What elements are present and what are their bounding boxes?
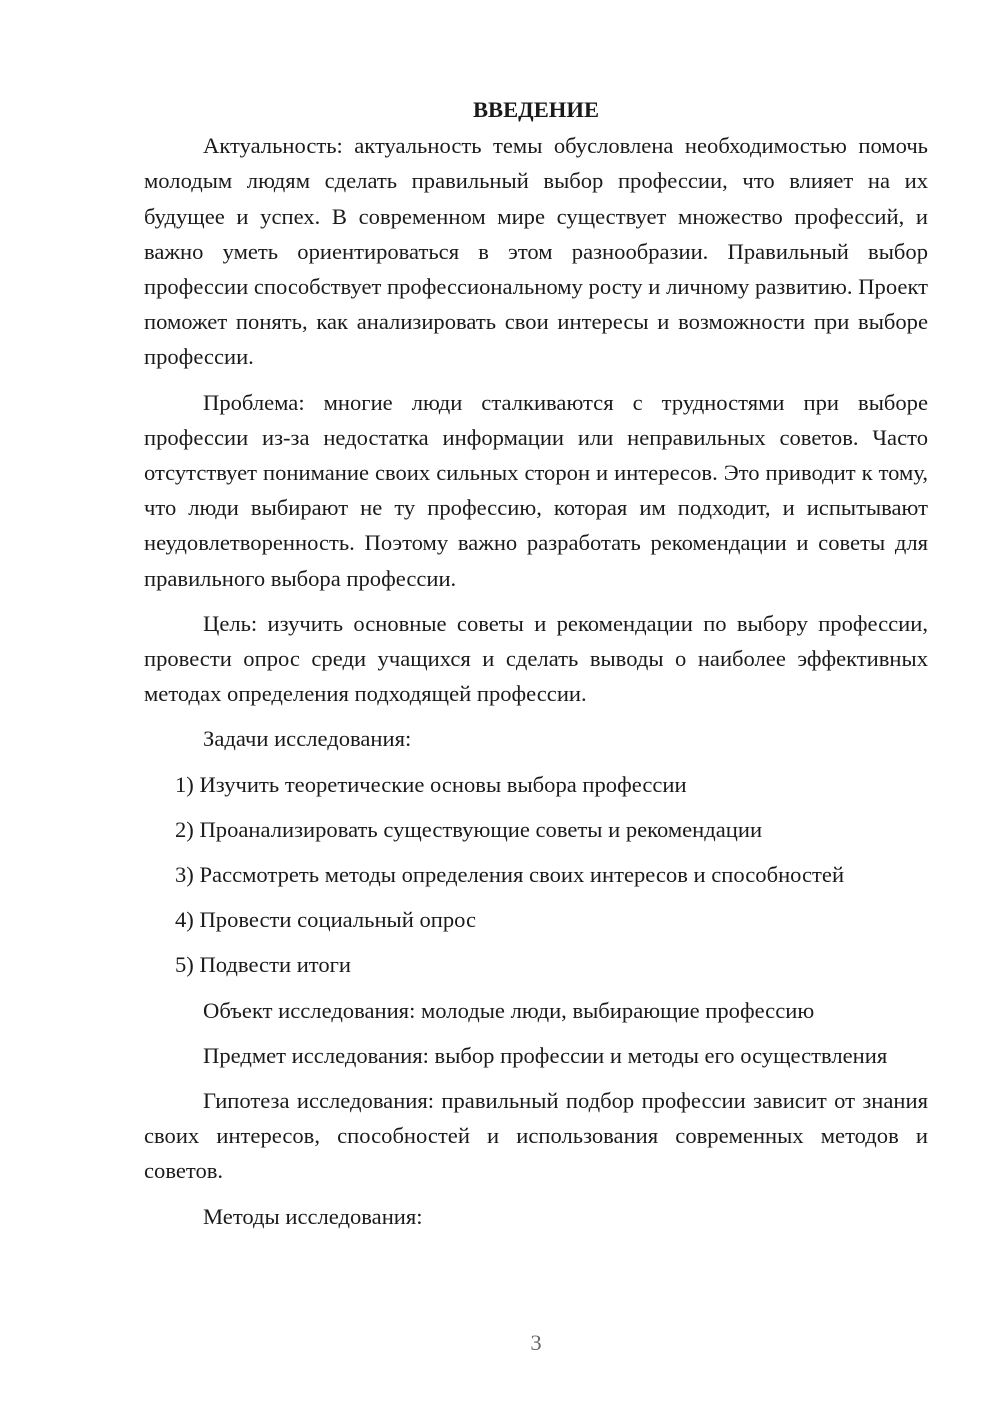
relevance-paragraph: Актуальность: актуальность темы обусловлена необходимостью помочь молодым людям сделать правильный выбор профессии, что влияет на их будущее и успех. В современном мире существует множество профессий, и важно уметь ориентироваться в этом разнообразии. Правильный выбор профессии способствует профессиональному росту и личному развитию. Проект поможет понять, как анализировать свои интересы и возможности при выборе профессии. <box>144 133 928 370</box>
document-page <box>144 92 928 1244</box>
document-title: ВВЕДЕНИЕ <box>472 97 600 122</box>
problem-paragraph: Проблема: многие люди сталкиваются с трудностями при выборе профессии из-за недостатка информации или неправильных советов. Часто отсутствует понимание своих сильных сторон и интересов. Это приводит к тому, что люди выбирают не ту профессию, которая им подходит, и испытывают неудовлетворенность. Поэтому важно разработать рекомендации и советы для правильного выбора профессии. <box>144 389 928 591</box>
task-item-2: 2) Проанализировать существующие советы и рекомендации <box>175 816 763 842</box>
task-item-4: 4) Провести социальный опрос <box>175 907 477 933</box>
task-item-5: 5) Подвести итоги <box>175 952 352 978</box>
task-item-1: 1) Изучить теоретические основы выбора профессии <box>175 771 687 797</box>
methods-heading: Методы исследования: <box>203 1203 423 1229</box>
object-paragraph: Объект исследования: молодые люди, выбирающие профессию <box>203 997 815 1023</box>
goal-paragraph: Цель: изучить основные советы и рекомендации по выбору профессии, провести опрос среди учащихся и сделать выводы о наиболее эффективных методах определения подходящей профессии. <box>144 610 928 707</box>
hypothesis-paragraph: Гипотеза исследования: правильный подбор профессии зависит от знания своих интересов, способностей и использования современных методов и советов. <box>144 1088 928 1184</box>
tasks-heading: Задачи исследования: <box>203 726 412 752</box>
task-item-3: 3) Рассмотреть методы определения своих интересов и способностей <box>175 862 845 888</box>
page-number: 3 <box>530 1330 542 1355</box>
subject-paragraph: Предмет исследования: выбор профессии и методы его осуществления <box>203 1042 888 1068</box>
